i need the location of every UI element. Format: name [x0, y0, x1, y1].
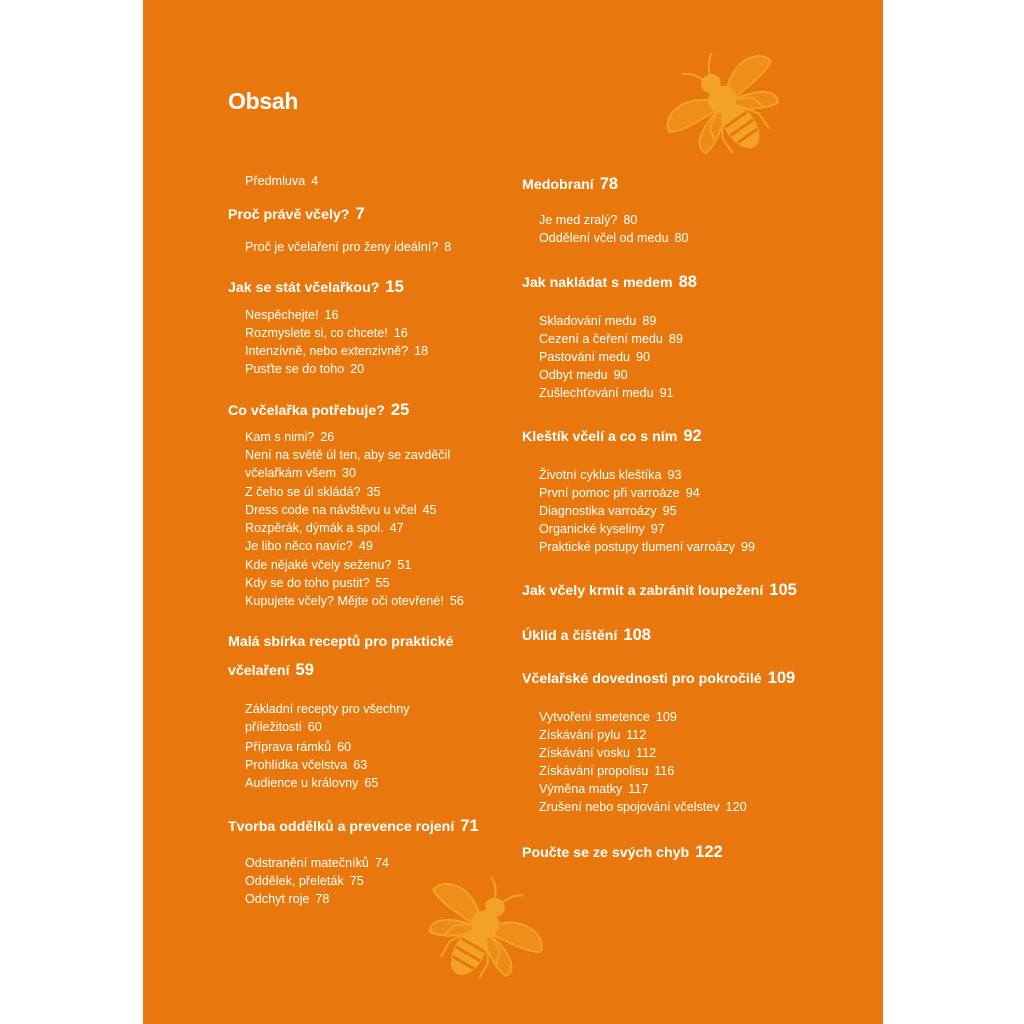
toc-label: Jak včely krmit a zabránit loupežení [522, 583, 764, 599]
toc-page-number: 88 [678, 273, 697, 291]
toc-page-number: 109 [655, 710, 677, 724]
toc-section-heading [228, 202, 365, 228]
toc-section-heading [228, 658, 314, 684]
toc-section-heading [522, 666, 795, 692]
toc-entry [228, 574, 390, 592]
toc-entry [522, 348, 650, 366]
toc-page-number: 95 [662, 504, 677, 518]
toc-entry [228, 519, 404, 537]
toc-page-number: 91 [659, 386, 674, 400]
toc-page-number: 20 [350, 362, 365, 376]
toc-label: Malá sbírka receptů pro praktické [228, 634, 454, 650]
toc-page-number: 4 [311, 174, 319, 188]
toc-entry [522, 229, 689, 247]
toc-label: Kde nějaké včely seženu? [245, 558, 392, 572]
toc-label: Proč právě včely? [228, 207, 350, 223]
toc-label: příležitosti [245, 720, 302, 734]
toc-label: Dress code na návštěvu u včel [245, 503, 417, 517]
toc-page-number: 15 [385, 278, 404, 296]
toc-label: Prohlídka včelstva [245, 758, 348, 772]
toc-entry [522, 762, 674, 780]
toc-entry [228, 324, 408, 342]
toc-section-heading [228, 814, 479, 840]
toc-section-heading [522, 578, 797, 604]
toc-entry [522, 312, 656, 330]
toc-section-heading [228, 275, 404, 301]
toc-label: Výměna matky [539, 782, 623, 796]
toc-entry [522, 726, 646, 744]
toc-page-number: 59 [295, 661, 314, 679]
toc-label: Rozpěrák, dýmák a spol. [245, 521, 384, 535]
toc-entry [522, 502, 677, 520]
toc-section-heading [522, 623, 651, 649]
toc-label: Audience u královny [245, 776, 359, 790]
toc-page-number: 80 [623, 213, 638, 227]
toc-label: Je libo něco navíc? [245, 539, 353, 553]
toc-label: Včelařské dovednosti pro pokročilé [522, 671, 762, 687]
toc-page-number: 63 [353, 758, 368, 772]
toc-label: Kdy se do toho pustit? [245, 576, 370, 590]
toc-page-number: 109 [767, 669, 796, 687]
toc-entry [228, 718, 322, 736]
toc-page-number: 94 [685, 486, 700, 500]
toc-page-number: 78 [599, 175, 619, 193]
toc-entry [228, 360, 364, 378]
toc-entry [228, 464, 356, 482]
toc-entry [228, 342, 428, 360]
book-page [143, 0, 883, 1024]
toc-label: včelařkám všem [245, 466, 336, 480]
toc-page-number: 89 [642, 314, 657, 328]
toc-entry [522, 744, 656, 762]
toc-label: Jak se stát včelařkou? [228, 280, 380, 296]
toc-label: Organické kyseliny [539, 522, 645, 536]
toc-page-number: 112 [626, 728, 647, 742]
toc-page-number: 18 [414, 344, 429, 358]
toc-entry [522, 484, 700, 502]
toc-entry [522, 708, 677, 726]
toc-label: Pusťte se do toho [245, 362, 345, 376]
toc-page-number: 35 [366, 485, 381, 499]
toc-page-number: 93 [667, 468, 682, 482]
toc-label: Odstranění matečníků [245, 856, 369, 870]
toc-section-heading [522, 172, 618, 198]
toc-page-number: 49 [358, 539, 373, 553]
toc-label: Získávání propolisu [539, 764, 649, 778]
toc-label: Proč je včelaření pro ženy ideální? [245, 240, 439, 254]
toc-entry [228, 890, 329, 908]
toc-label: včelaření [228, 663, 290, 679]
toc-entry [228, 872, 364, 890]
toc-label: Praktické postupy tlumení varroázy [539, 540, 735, 554]
toc-label: Kleštík včelí a co s ním [522, 429, 678, 445]
toc-page-number: 30 [341, 466, 356, 480]
toc-entry [228, 483, 381, 501]
toc-label: Základní recepty pro všechny [245, 702, 410, 716]
toc-label: První pomoc při varroáze [539, 486, 680, 500]
toc-entry [228, 854, 389, 872]
toc-section-heading [522, 840, 723, 866]
toc-label: Pastování medu [539, 350, 631, 364]
bee-illustration-bottom [415, 872, 545, 994]
toc-entry [522, 798, 747, 816]
toc-page-number: 90 [613, 368, 628, 382]
toc-entry [228, 501, 437, 519]
toc-entry [228, 428, 334, 446]
toc-entry [228, 306, 339, 324]
toc-label: Životní cyklus kleštíka [539, 468, 662, 482]
toc-label: Získávání vosku [539, 746, 630, 760]
toc-page-number: 45 [422, 503, 437, 517]
toc-label: Rozmyslete si, co chcete! [245, 326, 388, 340]
toc-label: Zušlechťování medu [539, 386, 654, 400]
toc-label: Oddělek, přeleták [245, 874, 344, 888]
toc-page-number: 25 [390, 401, 410, 419]
toc-label: Co včelařka potřebuje? [228, 403, 385, 419]
toc-label: Diagnostika varroázy [539, 504, 657, 518]
toc-label: Je med zralý? [539, 213, 618, 227]
toc-page-number: 105 [769, 581, 797, 599]
toc-page-number: 60 [307, 720, 322, 734]
toc-entry [522, 780, 648, 798]
toc-entry [228, 700, 410, 718]
toc-entry [522, 366, 628, 384]
toc-label: Získávání pylu [539, 728, 621, 742]
toc-entry [228, 774, 378, 792]
toc-label: Oddělení včel od medu [539, 231, 669, 245]
toc-entry [228, 592, 464, 610]
toc-page-number: 75 [349, 874, 364, 888]
toc-entry [522, 520, 665, 538]
toc-page-number: 51 [397, 558, 412, 572]
toc-page-number: 90 [636, 350, 651, 364]
toc-page-number: 7 [355, 205, 365, 223]
toc-section-heading [228, 398, 409, 424]
toc-entry [228, 537, 373, 555]
toc-label: Medobraní [522, 177, 594, 193]
toc-label: Cezení a čeření medu [539, 332, 663, 346]
toc-label: Příprava rámků [245, 740, 332, 754]
toc-label: Kupujete včely? Mějte oči otevřené! [245, 594, 444, 608]
toc-entry [522, 384, 674, 402]
toc-section-heading [228, 630, 454, 655]
toc-label: Odchyt roje [245, 892, 310, 906]
toc-page-number: 47 [389, 521, 404, 535]
toc-page-number: 26 [320, 430, 335, 444]
toc-label: Jak nakládat s medem [522, 275, 673, 291]
toc-page-number: 108 [623, 626, 651, 644]
toc-page-number: 65 [364, 776, 379, 790]
toc-label: Z čeho se úl skládá? [245, 485, 361, 499]
toc-entry [228, 756, 367, 774]
toc-label: Intenzivně, nebo extenzivně? [245, 344, 409, 358]
toc-label: Poučte se ze svých chyb [522, 845, 690, 861]
toc-page-number: 16 [393, 326, 408, 340]
toc-page-number: 60 [337, 740, 352, 754]
toc-section-heading [522, 424, 702, 450]
toc-entry [522, 330, 683, 348]
toc-label: Není na světě úl ten, aby se zavděčil [245, 448, 451, 462]
toc-entry [228, 238, 451, 256]
toc-label: Tvorba oddělků a prevence rojení [228, 819, 455, 835]
bee-illustration-top [663, 48, 793, 168]
toc-label: Předmluva [245, 174, 306, 188]
toc-entry [522, 466, 682, 484]
page-title: Obsah [228, 88, 299, 114]
toc-page-number: 16 [324, 308, 339, 322]
toc-page-number: 99 [740, 540, 755, 554]
toc-page-number: 120 [725, 800, 747, 814]
toc-entry [228, 172, 318, 190]
toc-label: Kam s nimi? [245, 430, 315, 444]
toc-page-number: 112 [636, 746, 657, 760]
toc-page-number: 8 [444, 240, 452, 254]
toc-page-number: 92 [683, 427, 702, 445]
toc-page-number: 74 [374, 856, 389, 870]
toc-page-number: 78 [315, 892, 330, 906]
toc-label: Odbyt medu [539, 368, 608, 382]
toc-label: Zrušení nebo spojování včelstev [539, 800, 720, 814]
toc-page-number: 55 [375, 576, 390, 590]
toc-entry [228, 556, 411, 574]
toc-entry [228, 446, 450, 464]
toc-entry [522, 538, 755, 556]
toc-page-number: 71 [460, 817, 479, 835]
toc-page-number: 56 [449, 594, 464, 608]
toc-label: Skladování medu [539, 314, 637, 328]
toc-entry [522, 211, 637, 229]
toc-page-number: 89 [668, 332, 683, 346]
toc-label: Úklid a čištění [522, 628, 618, 644]
toc-entry [228, 738, 351, 756]
toc-page-number: 117 [628, 782, 649, 796]
toc-label: Nespěchejte! [245, 308, 319, 322]
toc-page-number: 116 [654, 764, 675, 778]
toc-page-number: 97 [650, 522, 665, 536]
toc-label: Vytvoření smetence [539, 710, 650, 724]
toc-page-number: 80 [674, 231, 689, 245]
toc-page-number: 122 [695, 843, 723, 861]
toc-section-heading [522, 270, 697, 296]
